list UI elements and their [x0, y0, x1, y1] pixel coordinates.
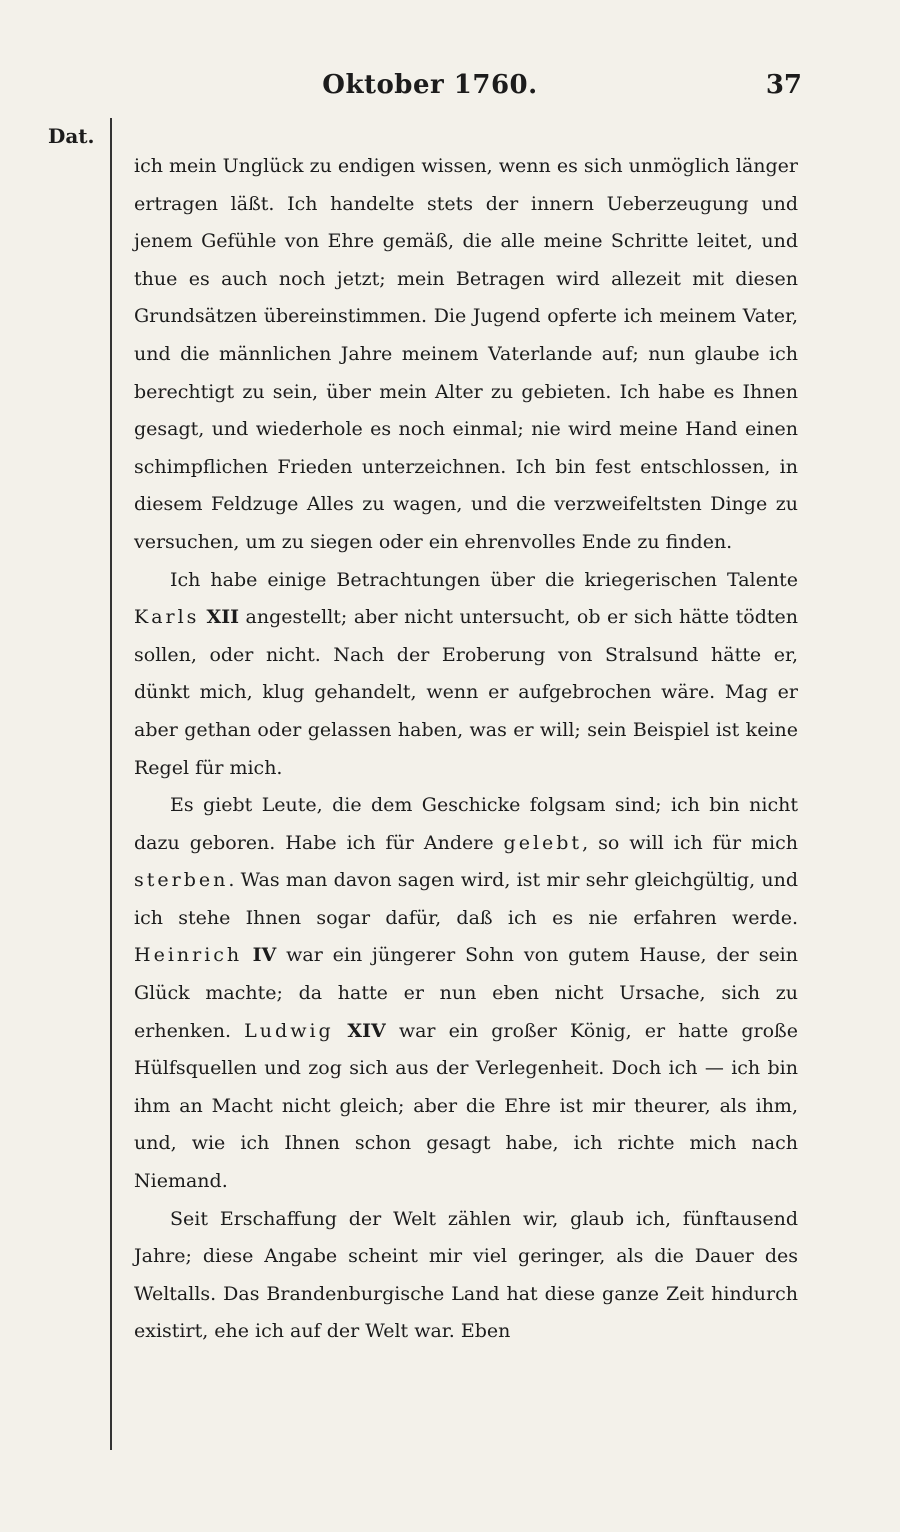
text-segment: Ich habe einige Betrachtungen über die kriegerischen Talente [170, 568, 798, 591]
paragraph-3 [134, 787, 798, 1201]
roman-numeral: XIV [333, 1019, 386, 1042]
text-segment: Es giebt Leute, die dem Geschicke folgsam sind; ich bin nicht dazu geboren. Habe ich für Andere [134, 794, 798, 854]
roman-numeral: XII [199, 606, 240, 629]
margin-rule [110, 118, 112, 1450]
page-number: 37 [765, 70, 802, 100]
paragraph-1 [134, 148, 798, 562]
text-segment: , so will ich für mich [582, 831, 798, 854]
text-segment: ich mein Unglück zu endigen wissen, wenn es sich unmöglich länger ertragen läßt. Ich handelte stets der innern Ueberzeugung und jenem Gefühle von Ehre gemäß, die alle meine Schritte leitet, und thue es auch noch jetzt; mein Betragen wird allezeit mit diesen Grundsätzen übereinstimmen. Die Jugend opferte ich meinem Vater, und die männlichen Jahre meinem Vaterlande auf; nun glaube ich berechtigt zu sein, über mein Alter zu gebieten. Ich habe es Ihnen gesagt, und wiederhole es noch einmal; nie wird meine Hand einen schimpflichen Frieden unterzeichnen. Ich bin fest entschlossen, in diesem Feldzuge Alles zu wagen, und die verzweifeltsten Dinge zu versuchen, um zu siegen oder ein ehrenvolles Ende zu finden. [134, 155, 798, 553]
spaced-name: Karls [134, 606, 200, 629]
spaced-word: gelebt [503, 831, 583, 854]
spaced-name: Ludwig [244, 1019, 334, 1042]
text-segment: Seit Erschaffung der Welt zählen wir, glaub ich, fünftausend Jahre; diese Angabe scheint mir viel geringer, als die Dauer des Weltalls. Das Brandenburgische Land hat diese ganze Zeit hindurch existirt, ehe ich auf der Welt war. Eben [134, 1207, 798, 1343]
body-text [134, 148, 798, 1351]
running-header-title: Oktober 1760. [322, 70, 538, 100]
text-segment: . Was man davon sagen wird, ist mir sehr gleichgültig, und ich stehe Ihnen sogar dafür, daß ich es nie erfahren werde. [134, 869, 798, 929]
paragraph-2 [134, 562, 798, 788]
spaced-word: sterben [134, 869, 229, 892]
margin-label-date: Dat. [48, 124, 95, 148]
text-segment: war ein großer König, er hatte große Hülfsquellen und zog sich aus der Verlegenheit. Doch ich — ich bin ihm an Macht nicht gleich; aber die Ehre ist mir theurer, als ihm, und, wie ich Ihnen schon gesagt habe, ich richte mich nach Niemand. [134, 1019, 798, 1193]
text-segment: war ein jüngerer Sohn von gutem Hause, der sein Glück machte; da hatte er nun eben nicht Ursache, sich zu erhenken. [134, 944, 798, 1042]
spaced-name: Heinrich [134, 944, 243, 967]
text-segment: angestellt; aber nicht untersucht, ob er sich hätte tödten sollen, oder nicht. Nach der Eroberung von Stralsund hätte er, dünkt mich, klug gehandelt, wenn er aufgebrochen wäre. Mag er aber gethan oder gelassen haben, was er will; sein Beispiel ist keine Regel für mich. [134, 606, 798, 779]
paragraph-4 [134, 1201, 798, 1351]
roman-numeral: IV [242, 944, 277, 967]
